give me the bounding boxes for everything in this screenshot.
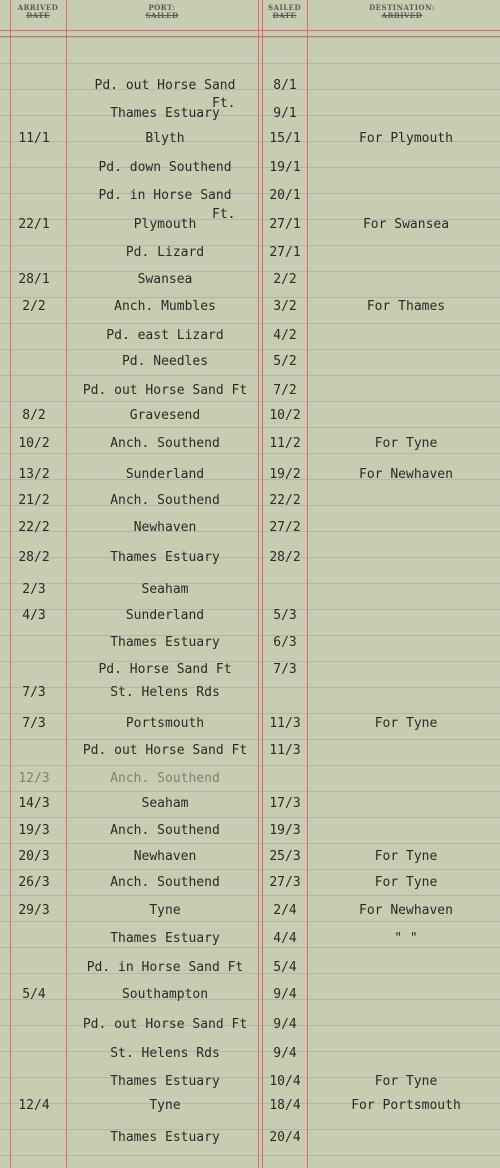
port-name: Pd. out Horse Sand Ft <box>82 1017 248 1032</box>
arrived-date: 2/2 <box>22 299 46 314</box>
port-name: Pd. Horse Sand Ft <box>98 662 232 677</box>
sailed-date: 17/3 <box>269 796 301 811</box>
port-name: Thames Estuary <box>110 550 220 565</box>
arrived-date: 13/2 <box>18 467 50 482</box>
port-name: Thames Estuary <box>110 1130 220 1145</box>
header-arrived-label: ARRIVED <box>17 3 59 12</box>
sailed-date: 7/3 <box>273 662 297 677</box>
sailed-date: 10/4 <box>269 1074 301 1089</box>
port-name: Gravesend <box>129 408 201 423</box>
ledger-row <box>0 635 500 659</box>
sailed-date: 5/2 <box>273 354 297 369</box>
ledger-row <box>0 662 500 686</box>
ledger-row <box>0 383 500 407</box>
port-name: Newhaven <box>133 520 197 535</box>
ledger-row <box>0 608 500 632</box>
header-sailed-label: SAILED <box>267 3 302 12</box>
port-name: St. Helens Rds <box>110 1046 220 1061</box>
arrived-date: 7/3 <box>22 685 46 700</box>
destination: For Tyne <box>374 849 438 864</box>
sailed-date: 18/4 <box>269 1098 301 1113</box>
ledger-row <box>0 960 500 984</box>
ledger-row <box>0 849 500 873</box>
port-name: Pd. in Horse Sand <box>98 188 232 203</box>
header-arrived <box>10 4 66 20</box>
ledger-row <box>0 467 500 491</box>
ledger-row <box>0 272 500 296</box>
ledger-row <box>0 299 500 323</box>
header-arrived-struck: DATE <box>26 11 50 20</box>
port-name: Anch. Southend <box>110 771 220 786</box>
arrived-date: 5/4 <box>22 987 46 1002</box>
ledger-row <box>0 716 500 740</box>
sailed-date: 27/3 <box>269 875 301 890</box>
arrived-date: 7/3 <box>22 716 46 731</box>
ledger-row <box>0 903 500 927</box>
port-note: Ft. <box>212 96 236 111</box>
port-name: Swansea <box>137 272 193 287</box>
port-name: Thames Estuary <box>110 106 220 121</box>
sailed-date: 27/1 <box>269 217 301 232</box>
sailed-date: 9/4 <box>273 1017 297 1032</box>
port-name: Anch. Southend <box>110 436 220 451</box>
header-port <box>66 4 258 20</box>
arrived-date: 11/1 <box>18 131 50 146</box>
arrived-date: 21/2 <box>18 493 50 508</box>
port-name: Anch. Mumbles <box>114 299 216 314</box>
port-name: Sunderland <box>125 608 205 623</box>
sailed-date: 9/1 <box>273 106 297 121</box>
sailed-date: 4/4 <box>273 931 297 946</box>
ledger-row <box>0 875 500 899</box>
header-port-label: PORT: <box>148 3 176 12</box>
port-name: Portsmouth <box>125 716 205 731</box>
port-name: Pd. in Horse Sand Ft <box>86 960 244 975</box>
ledger-row <box>0 582 500 606</box>
ledger-row <box>0 408 500 432</box>
sailed-date: 7/2 <box>273 383 297 398</box>
arrived-date: 28/2 <box>18 550 50 565</box>
sailed-date: 20/4 <box>269 1130 301 1145</box>
port-name: St. Helens Rds <box>110 685 220 700</box>
port-name: Pd. down Southend <box>98 160 232 175</box>
ledger-row <box>0 328 500 352</box>
port-name: Pd. east Lizard <box>106 328 224 343</box>
port-name: Seaham <box>141 796 189 811</box>
port-name: Newhaven <box>133 849 197 864</box>
arrived-date: 20/3 <box>18 849 50 864</box>
destination: For Thames <box>366 299 446 314</box>
port-name: Thames Estuary <box>110 1074 220 1089</box>
port-name: Pd. out Horse Sand Ft <box>82 383 248 398</box>
ledger-row <box>0 1098 500 1122</box>
ledger-row <box>0 245 500 269</box>
header-rule-top <box>0 30 500 31</box>
header-rule-bottom <box>0 36 500 37</box>
sailed-date: 19/1 <box>269 160 301 175</box>
sailed-date: 19/3 <box>269 823 301 838</box>
sailed-date: 15/1 <box>269 131 301 146</box>
sailed-date: 11/3 <box>269 743 301 758</box>
sailed-date: 11/2 <box>269 436 301 451</box>
destination: " " <box>394 931 418 946</box>
port-name: Thames Estuary <box>110 635 220 650</box>
arrived-date: 12/4 <box>18 1098 50 1113</box>
sailed-date: 28/2 <box>269 550 301 565</box>
port-note: Ft. <box>212 207 236 222</box>
destination: For Newhaven <box>359 467 453 482</box>
ledger-row <box>0 188 500 212</box>
sailed-date: 27/1 <box>269 245 301 260</box>
destination: For Portsmouth <box>351 1098 461 1113</box>
arrived-date: 26/3 <box>18 875 50 890</box>
arrived-date: 29/3 <box>18 903 50 918</box>
port-name: Pd. out Horse Sand <box>94 78 236 93</box>
ledger-row <box>0 160 500 184</box>
ledger-row <box>0 131 500 155</box>
header-destination-struck: ARRIVED <box>381 11 423 20</box>
sailed-date: 8/1 <box>273 78 297 93</box>
ledger-row <box>0 931 500 955</box>
ledger-row <box>0 1074 500 1098</box>
port-name: Southampton <box>121 987 209 1002</box>
arrived-date: 19/3 <box>18 823 50 838</box>
ledger-row <box>0 1017 500 1041</box>
sailed-date: 9/4 <box>273 1046 297 1061</box>
port-name: Tyne <box>149 1098 181 1113</box>
port-name: Tyne <box>149 903 181 918</box>
sailed-date: 2/4 <box>273 903 297 918</box>
sailed-date: 10/2 <box>269 408 301 423</box>
port-name: Pd. Needles <box>121 354 209 369</box>
sailed-date: 6/3 <box>273 635 297 650</box>
ledger-row <box>0 823 500 847</box>
ledger-row <box>0 1130 500 1154</box>
ledger-row <box>0 987 500 1011</box>
destination: For Swansea <box>362 217 450 232</box>
sailed-date: 22/2 <box>269 493 301 508</box>
ledger-row <box>0 1046 500 1070</box>
port-name: Thames Estuary <box>110 931 220 946</box>
sailed-date: 11/3 <box>269 716 301 731</box>
arrived-date: 10/2 <box>18 436 50 451</box>
sailed-date: 25/3 <box>269 849 301 864</box>
sailed-date: 27/2 <box>269 520 301 535</box>
header-sailed-struck: DATE <box>272 11 297 20</box>
port-name: Anch. Southend <box>110 875 220 890</box>
ledger-row <box>0 550 500 574</box>
arrived-date: 12/3 <box>18 771 50 786</box>
port-name: Anch. Southend <box>110 493 220 508</box>
ledger-row <box>0 743 500 767</box>
ledger-row <box>0 78 500 102</box>
arrived-date: 22/2 <box>18 520 50 535</box>
sailed-date: 9/4 <box>273 987 297 1002</box>
header-destination-label: DESTINATION: <box>369 3 435 12</box>
destination: For Newhaven <box>359 903 453 918</box>
arrived-date: 8/2 <box>22 408 46 423</box>
destination: For Plymouth <box>359 131 453 146</box>
header-sailed <box>262 4 307 20</box>
port-name: Anch. Southend <box>110 823 220 838</box>
arrived-date: 14/3 <box>18 796 50 811</box>
destination: For Tyne <box>374 875 438 890</box>
ledger-row <box>0 685 500 709</box>
sailed-date: 20/1 <box>269 188 301 203</box>
port-name: Sunderland <box>125 467 205 482</box>
ledger-row <box>0 493 500 517</box>
ledger-row <box>0 796 500 820</box>
sailed-date: 3/2 <box>273 299 297 314</box>
ledger-row <box>0 207 500 241</box>
port-name: Plymouth <box>133 217 197 232</box>
arrived-date: 4/3 <box>22 608 46 623</box>
port-name: Seaham <box>141 582 189 597</box>
ledger-row <box>0 354 500 378</box>
header-port-struck: SAILED <box>145 11 179 20</box>
sailed-date: 2/2 <box>273 272 297 287</box>
ledger-row <box>0 436 500 460</box>
destination: For Tyne <box>374 716 438 731</box>
port-name: Blyth <box>145 131 185 146</box>
arrived-date: 22/1 <box>18 217 50 232</box>
ledger-row <box>0 96 500 130</box>
ledger-row <box>0 520 500 544</box>
ledger-row <box>0 771 500 795</box>
arrived-date: 28/1 <box>18 272 50 287</box>
destination: For Tyne <box>374 1074 438 1089</box>
sailed-date: 5/4 <box>273 960 297 975</box>
header-destination <box>307 4 497 20</box>
port-name: Pd. Lizard <box>125 245 205 260</box>
sailed-date: 4/2 <box>273 328 297 343</box>
destination: For Tyne <box>374 436 438 451</box>
sailed-date: 19/2 <box>269 467 301 482</box>
port-name: Pd. out Horse Sand Ft <box>82 743 248 758</box>
arrived-date: 2/3 <box>22 582 46 597</box>
sailed-date: 5/3 <box>273 608 297 623</box>
